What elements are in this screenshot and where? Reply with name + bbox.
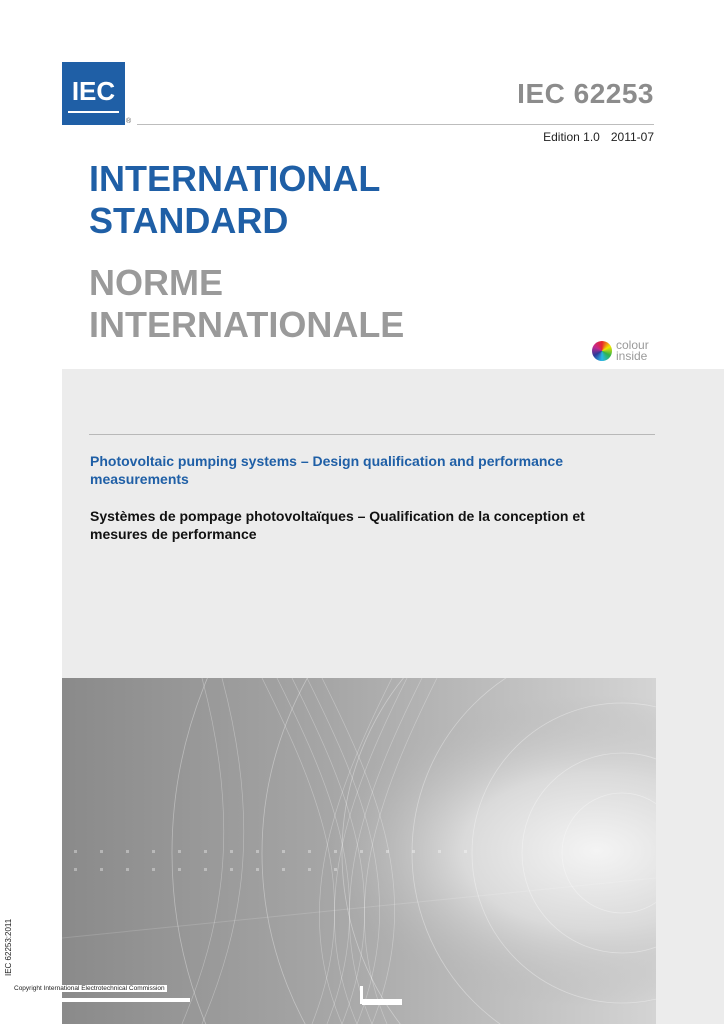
iec-logo-mark [62, 62, 125, 125]
edition-date: 2011-07 [610, 130, 654, 144]
standard-number: IEC 62253 [517, 78, 654, 109]
copyright-notice: Copyright International Electrotechnical Commission [14, 985, 165, 992]
spine-text: IEC 62253:2011 [4, 918, 13, 976]
panel-divider [89, 434, 655, 435]
colour-inside-badge [592, 340, 649, 362]
registered-mark: ® [126, 118, 132, 125]
title-fr-line1: NORME [89, 262, 223, 303]
colour-wheel-icon [592, 341, 612, 361]
iec-logo [62, 62, 125, 125]
title-english [89, 158, 380, 242]
edition-info [543, 130, 654, 144]
edition-label: Edition 1.0 [543, 130, 600, 144]
title-french [89, 262, 404, 346]
badge-line1: colour [616, 338, 649, 352]
title-en-line2: STANDARD [89, 200, 289, 241]
title-en-line1: INTERNATIONAL [89, 158, 381, 199]
cover-artwork [62, 678, 656, 1024]
title-fr-line2: INTERNATIONALE [89, 304, 405, 345]
abstract-curves-image [62, 678, 656, 1024]
logo-text: IEC [71, 76, 116, 106]
header-divider [137, 124, 654, 125]
footer-mark [362, 999, 402, 1005]
subtitle-french: Systèmes de pompage photovoltaïques – Qualification de la conception et mesures de performance [90, 508, 585, 542]
colour-inside-text [616, 340, 649, 362]
footer-bar [12, 998, 190, 1002]
badge-line2: inside [616, 349, 648, 363]
subtitle-english: Photovoltaic pumping systems – Design qualification and performance measurements [90, 453, 563, 487]
